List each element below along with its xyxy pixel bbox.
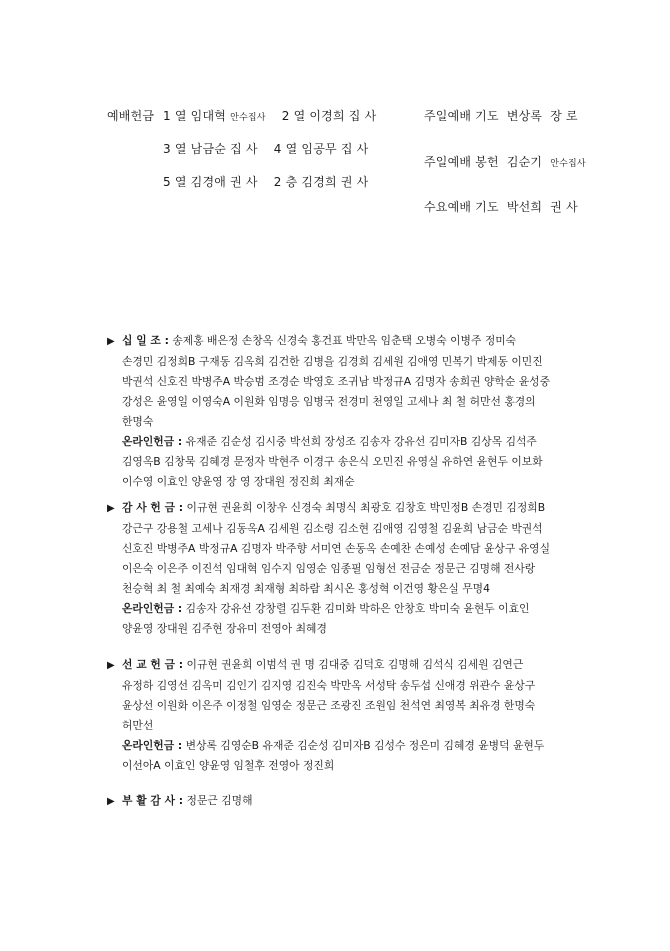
name-line: 변상록 김영순B 유재준 김순성 김미자B 김성수 정은미 김혜경 윤병덕 윤현두: [185, 739, 545, 752]
triangle-bullet-icon: ▶: [107, 796, 115, 807]
usher-title: 집 사: [340, 142, 369, 156]
usher-name: 김경애: [190, 175, 227, 189]
duty-label: 주일예배 기도: [424, 109, 499, 123]
triangle-bullet-icon: ▶: [107, 503, 115, 514]
name-line: 신호진 박병주A 박정규A 김명자 박주향 서미연 손동옥 손예찬 손예성 손예담 윤상구 유영실: [122, 542, 550, 555]
section-label: 감 사 헌 금 :: [122, 501, 184, 514]
name-line: 윤상선 이원화 이은주 이정철 임영순 정문근 조광진 조원임 천석연 최영복 최유경 한명숙: [122, 699, 536, 712]
name-line: 이은숙 이은주 이진석 임대혁 임수지 임영순 임종필 임형선 전금순 정문근 김명해 전사랑: [122, 562, 536, 575]
duty-label: 주일예배 봉헌: [424, 155, 499, 169]
row-number: 1 열: [163, 109, 187, 123]
prayer-duty-row: [424, 107, 578, 124]
name-line: 허만선: [122, 719, 154, 732]
name-line: 김영옥B 김창묵 김혜경 문정자 박현주 이경구 송은식 오민진 유영실 유하연 윤현두 이보화: [122, 455, 543, 468]
usher-title: 권 사: [340, 175, 369, 189]
usher-title: 안수집사: [230, 113, 266, 123]
section-label: 십 일 조 :: [122, 334, 169, 347]
online-line: [107, 432, 567, 452]
duty-label: 수요예배 기도: [424, 200, 499, 214]
prayer-duty-row: [424, 153, 586, 170]
duty-title: 안수집사: [550, 159, 586, 169]
name-line: 정문근 김명해: [186, 794, 253, 807]
name-line: 양윤영 장대원 김주현 장유미 전영아 최혜경: [122, 622, 327, 635]
duty-name: 변상록: [506, 109, 543, 123]
name-line: 유재준 김순성 김시중 박선희 장성조 김송자 강유선 김미자B 김상목 김석주: [185, 435, 537, 448]
section-label: 부 활 감 사 :: [122, 794, 184, 807]
section-thanksgiving: [107, 498, 567, 639]
usher-name: 남금순: [190, 142, 227, 156]
usher-title: 집 사: [348, 109, 377, 123]
online-label: 온라인헌금 :: [122, 602, 183, 615]
usher-row: [163, 107, 376, 124]
section-first-line: [107, 655, 567, 676]
online-line: [107, 736, 567, 756]
usher-name: 김경희: [301, 175, 337, 189]
usher-name: 임대혁: [190, 109, 227, 123]
name-line: 김송자 강유선 강창렬 김두환 김미화 박하은 안창호 박미숙 윤현두 이효인: [185, 602, 530, 615]
name-line: 강근구 강용철 고세나 김동옥A 김세원 김소령 김소현 김애영 김영철 김윤희 남금순 박권석: [122, 522, 543, 535]
name-line: 박권석 신호진 박병주A 박승범 조경순 박영호 조귀남 박정규A 김명자 송희권 양학순 윤성중: [122, 375, 550, 388]
usher-title: 권 사: [230, 175, 258, 189]
name-line: 강성은 윤영일 이영숙A 이원화 임명응 임병국 전경미 천영일 고세나 최 철 허만선 홍경의: [122, 395, 536, 408]
usher-row: [163, 140, 368, 157]
row-number: 4 열: [273, 142, 298, 156]
section-mission: [107, 655, 567, 776]
usher-name: 임공무: [301, 142, 337, 156]
section-label: 선 교 헌 금 :: [122, 658, 184, 671]
prayer-duty-row: [424, 198, 578, 215]
section-first-line: [107, 331, 567, 352]
row-number: 5 열: [163, 175, 187, 189]
duty-title: 장 로: [550, 109, 578, 123]
online-label: 온라인헌금 :: [122, 435, 183, 448]
row-number: 3 열: [163, 142, 187, 156]
usher-name: 이경희: [309, 109, 345, 123]
triangle-bullet-icon: ▶: [107, 336, 115, 347]
section-first-line: [107, 791, 567, 812]
section-first-line: [107, 498, 567, 519]
name-line: 이규현 권윤희 이창우 신경숙 최명식 최광호 김창호 박민정B 손경민 김정희B: [186, 501, 546, 514]
name-line: 한명숙: [122, 415, 154, 428]
name-line: 손경민 김정희B 구재동 김옥희 김건한 김병을 김경희 김세원 김애영 민복기 박제동 이민진: [122, 355, 543, 368]
name-line: 송제홍 배은정 손창옥 신경숙 홍건표 박만옥 임춘택 오병숙 이병주 정미숙: [172, 334, 517, 347]
section-tithe: [107, 331, 567, 492]
triangle-bullet-icon: ▶: [107, 660, 115, 671]
name-line: 천승혁 최 철 최예숙 최재경 최재형 최하람 최시온 홍성혁 이건영 황은실 무명4: [122, 582, 490, 595]
name-line: 이선아A 이효인 양윤영 임철후 전영아 정진희: [122, 759, 335, 772]
usher-row: [163, 173, 368, 190]
online-line: [107, 599, 567, 619]
name-line: 이수영 이효인 양윤영 장 영 장대원 정진희 최재순: [122, 475, 355, 488]
row-number: 2 열: [281, 109, 306, 123]
row-number: 2 층: [273, 175, 298, 189]
duty-title: 권 사: [550, 200, 578, 214]
online-label: 온라인헌금 :: [122, 739, 183, 752]
name-line: 이규현 권윤희 이범석 권 명 김대중 김덕호 김명해 김석식 김세원 김연근: [186, 658, 524, 671]
duty-name: 김순기: [506, 155, 543, 169]
name-line: 유정하 김영선 김옥미 김인기 김지영 김진숙 박만옥 서성탁 송두섭 신애경 위관수 윤상구: [122, 679, 536, 692]
section-easter: [107, 791, 567, 812]
offering-usher-label: 예배헌금: [107, 109, 155, 123]
duty-name: 박선희: [506, 200, 543, 214]
usher-title: 집 사: [230, 142, 258, 156]
